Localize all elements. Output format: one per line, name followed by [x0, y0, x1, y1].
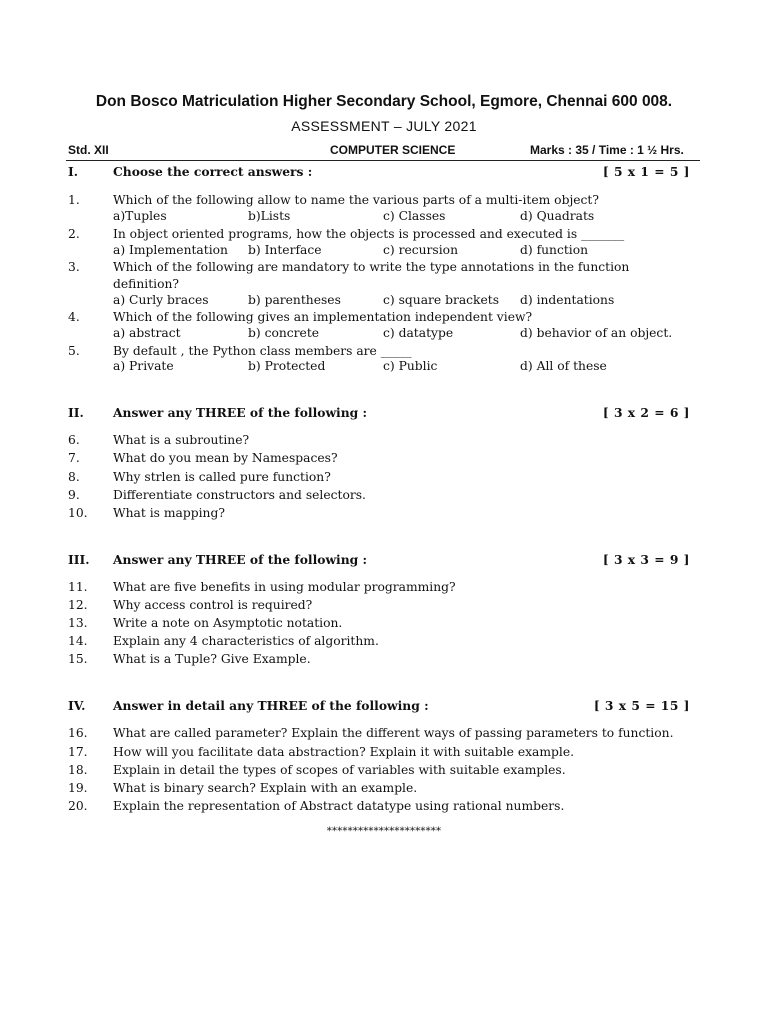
question-number: 9.: [68, 488, 80, 502]
question-text: Why access control is required?: [113, 598, 313, 612]
question-text: What is mapping?: [113, 506, 225, 520]
option-b: b) concrete: [248, 326, 320, 340]
option-a: a) abstract: [113, 326, 181, 340]
option-a: a) Implementation: [113, 243, 228, 257]
question-text: What is binary search? Explain with an example.: [113, 781, 418, 795]
section-marks: [ 5 x 1 = 5 ]: [602, 164, 690, 179]
section-marks: [ 3 x 2 = 6 ]: [602, 405, 690, 420]
section-number: II.: [68, 405, 84, 420]
section-title: Answer in detail any THREE of the following :: [113, 698, 429, 713]
end-stars: **********************: [326, 826, 442, 837]
question-number: 7.: [68, 451, 80, 465]
option-d: d) behavior of an object.: [520, 326, 673, 340]
question-number: 11.: [68, 580, 88, 594]
question-number: 6.: [68, 433, 80, 447]
option-b: b)Lists: [248, 209, 291, 223]
question-text-continued: definition?: [113, 277, 179, 291]
question-text: What is a Tuple? Give Example.: [113, 652, 311, 666]
question-text: In object oriented programs, how the objects is processed and executed is _______: [113, 227, 625, 241]
option-b: b) Interface: [248, 243, 322, 257]
section-heading: [0, 552, 768, 570]
option-row: [0, 243, 768, 260]
section-marks: [ 3 x 5 = 15 ]: [593, 698, 690, 713]
question-number: 15.: [68, 652, 88, 666]
section-marks: [ 3 x 3 = 9 ]: [602, 552, 690, 567]
question-number: 13.: [68, 616, 88, 630]
option-row: [0, 209, 768, 226]
question-number: 10.: [68, 506, 88, 520]
question-text: How will you facilitate data abstraction? Explain it with suitable example.: [113, 745, 575, 759]
option-a: a) Curly braces: [113, 293, 209, 307]
section-title: Answer any THREE of the following :: [113, 405, 368, 420]
question-text: Explain the representation of Abstract datatype using rational numbers.: [113, 799, 565, 813]
question-number: 8.: [68, 470, 80, 484]
question-text: Which of the following gives an implementation independent view?: [113, 310, 533, 324]
section-number: III.: [68, 552, 90, 567]
question-text: What is a subroutine?: [113, 433, 250, 447]
option-row: [0, 326, 768, 343]
question-number: 14.: [68, 634, 88, 648]
option-d: d) All of these: [520, 359, 607, 373]
option-c: c) Public: [383, 359, 438, 373]
option-c: c) datatype: [383, 326, 454, 340]
option-c: c) Classes: [383, 209, 446, 223]
subject-label: COMPUTER SCIENCE: [330, 143, 456, 157]
question-number: 19.: [68, 781, 88, 795]
question-number: 4.: [68, 310, 80, 324]
option-d: d) indentations: [520, 293, 615, 307]
option-row: [0, 359, 768, 376]
option-row: [0, 293, 768, 310]
option-c: c) recursion: [383, 243, 459, 257]
question-text: What are called parameter? Explain the different ways of passing parameters to function.: [113, 726, 674, 740]
question-text: What are five benefits in using modular programming?: [113, 580, 456, 594]
marks-time-label: Marks : 35 / Time : 1 ½ Hrs.: [530, 143, 684, 157]
option-c: c) square brackets: [383, 293, 500, 307]
section-title: Choose the correct answers :: [113, 164, 313, 179]
question-text: Differentiate constructors and selectors.: [113, 488, 366, 502]
school-name: Don Bosco Matriculation Higher Secondary School, Egmore, Chennai 600 008.: [95, 93, 673, 110]
section-heading: [0, 164, 768, 182]
question-number: 20.: [68, 799, 88, 813]
section-heading: [0, 698, 768, 716]
question-number: 2.: [68, 227, 80, 241]
question-text: Explain any 4 characteristics of algorithm.: [113, 634, 379, 648]
question-text: Write a note on Asymptotic notation.: [113, 616, 343, 630]
option-b: b) parentheses: [248, 293, 341, 307]
header-rule: [66, 160, 700, 161]
option-b: b) Protected: [248, 359, 326, 373]
question-number: 3.: [68, 260, 80, 274]
std-label: Std. XII: [68, 143, 109, 157]
question-number: 5.: [68, 344, 80, 358]
option-d: d) Quadrats: [520, 209, 595, 223]
question-number: 17.: [68, 745, 88, 759]
question-text: Explain in detail the types of scopes of variables with suitable examples.: [113, 763, 566, 777]
section-number: I.: [68, 164, 79, 179]
question-number: 12.: [68, 598, 88, 612]
question-number: 16.: [68, 726, 88, 740]
question-text: What do you mean by Namespaces?: [113, 451, 338, 465]
section-heading: [0, 405, 768, 423]
assessment-title: ASSESSMENT – JULY 2021: [291, 118, 477, 134]
question-number: 18.: [68, 763, 88, 777]
question-text: Which of the following are mandatory to write the type annotations in the function: [113, 260, 630, 274]
question-number: 1.: [68, 193, 80, 207]
question-text: Why strlen is called pure function?: [113, 470, 331, 484]
section-number: IV.: [68, 698, 86, 713]
option-d: d) function: [520, 243, 589, 257]
section-title: Answer any THREE of the following :: [113, 552, 368, 567]
option-a: a) Private: [113, 359, 174, 373]
question-text: Which of the following allow to name the various parts of a multi-item object?: [113, 193, 599, 207]
option-a: a)Tuples: [113, 209, 167, 223]
question-text: By default , the Python class members are _____: [113, 344, 412, 358]
